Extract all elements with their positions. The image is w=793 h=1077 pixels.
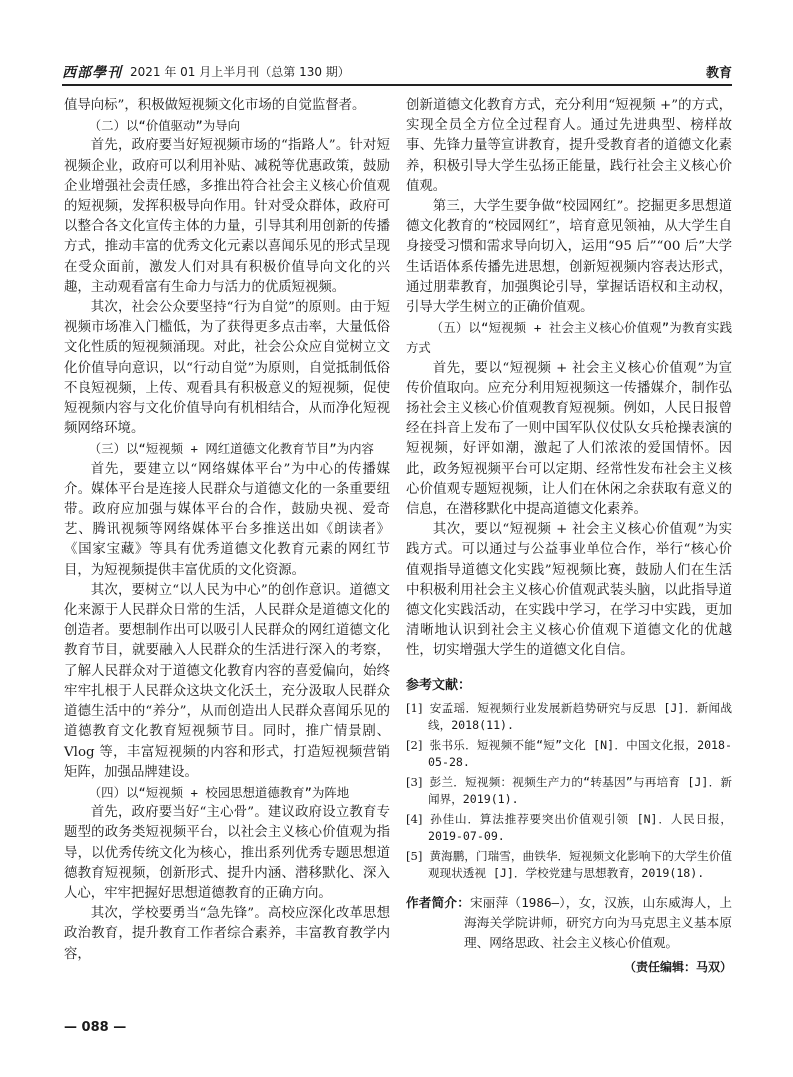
body-paragraph: 首先，要建立以“网络媒体平台”为中心的传播媒介。媒体平台是连接人民群众与道德文化的一条重要纽带。政府应加强与媒体平台的合作，鼓励央视、爱奇艺、腾讯视频等网络媒体平台多推送出如《朗读者》《国家宝藏》等具有优秀道德文化教育元素的网红节目，为短视频提供丰富优质的文化资源。: [64, 461, 390, 578]
section-heading: （三）以“短视频 + 网红道德文化教育节目”为内容: [88, 441, 374, 457]
references-list: [406, 700, 732, 883]
reference-number: [3]: [406, 774, 423, 789]
reference-item: [406, 700, 732, 735]
author-bio: [406, 893, 732, 953]
left-column: [64, 96, 390, 965]
journal-logo: 西部學刊: [62, 65, 122, 81]
body-paragraph: 其次，学校要勇当“急先锋”。高校应深化改革思想政治教育，提升教育工作者综合素养，丰富教育教学内容，: [64, 906, 390, 962]
body-paragraph: 值导向标”，积极做短视频文化市场的自觉监督者。: [64, 98, 366, 113]
reference-item: [406, 737, 732, 772]
header-rule: [62, 84, 732, 86]
body-paragraph: 第三，大学生要争做“校园网红”。挖掘更多思想道德文化教育的“校园网红”，培育意见领袖，从大学生自身接受习惯和需求导向切入，运用“95 后”“00 后”大学生话语体系传播先进思想，创新短视频内容表达形式，通过朋辈教育，加强舆论引导，掌握话语权和主动权，引导大学生树立的正确价值观。: [406, 199, 732, 316]
reference-number: [5]: [406, 848, 423, 863]
right-column-body: [406, 96, 732, 662]
body-paragraph: 创新道德文化教育方式，充分利用“短视频 +”的方式，实现全员全方位全过程育人。通过先进典型、榜样故事、先锋力量等宣讲教育，提升受教育者的道德文化素养，积极引导大学生弘扬正能量，践行社会主义核心价值观。: [406, 98, 732, 194]
references-title: 参考文献：: [406, 677, 472, 693]
reference-item: [406, 811, 732, 846]
reference-text: 黄海鹏，门瑞雪，曲铁华．短视频文化影响下的大学生价值观现状透视 [J]．学校党建与思想教育，2019(18).: [428, 848, 732, 881]
right-column: [406, 96, 732, 977]
author-bio-label: 作者简介：: [406, 894, 470, 910]
reference-number: [2]: [406, 737, 423, 752]
section-heading: （四）以“短视频 + 校园思想道德教育”为阵地: [88, 784, 350, 800]
issue-info: 2021 年 01 月上半月刊（总第 130 期）: [130, 65, 350, 79]
reference-item: [406, 774, 732, 809]
body-paragraph: 其次，要以“短视频 + 社会主义核心价值观”为实践方式。可以通过与公益事业单位合作，举行“核心价值观指导道德文化实践”短视频比赛，鼓励人们在生活中积极利用社会主义核心价值观武装头脑，以此指导道德文化实践活动，在实践中学习，在学习中实践，更加清晰地认识到社会主义核心价值观下道德文化的优越性，切实增强大学生的道德文化自信。: [406, 522, 732, 659]
reference-number: [1]: [406, 700, 423, 715]
reference-item: [406, 848, 732, 883]
reference-text: 张书乐．短视频不能“短”文化 [N]．中国文化报，2018-05-28.: [428, 737, 732, 770]
reference-text: 孙佳山．算法推荐要突出价值观引领 [N]．人民日报，2019-07-09.: [428, 811, 732, 844]
author-bio-text: 宋丽萍（1986—），女，汉族，山东威海人，上海海关学院讲师，研究方向为马克思主义基本原理、网络思政、社会主义核心价值观。: [464, 894, 732, 950]
body-paragraph: 其次，要树立“以人民为中心”的创作意识。道德文化来源于人民群众日常的生活，人民群众是道德文化的创造者。要想制作出可以吸引人民群众的网红道德文化教育节目，就要融入人民群众的生活进行深入的考察，了解人民群众对于道德文化教育内容的喜爱偏向，始终牢牢扎根于人民群众这块文化沃土，充分汲取人民群众道德生活中的“养分”，从而创造出人民群众喜闻乐见的道德教育文化教育短视频节目。同时，推广情景剧、Vlog 等，丰富短视频的内容和形式，打造短视频营销矩阵，加强品牌建设。: [64, 582, 390, 780]
responsible-editor: （责任编辑：马双）: [623, 959, 732, 974]
body-paragraph: 其次，社会公众要坚持“行为自觉”的原则。由于短视频市场准入门槛低，为了获得更多点击率，大量低俗文化性质的短视频涌现。对此，社会公众应自觉树立文化价值导向意识，以“行动自觉”为原则，自觉抵制低俗不良短视频，上传、观看具有积极意义的短视频，促使短视频内容与文化价值导向有机相结合，从而净化短视频网络环境。: [64, 300, 390, 437]
section-name: 教育: [705, 66, 732, 81]
body-paragraph: 首先，政府要当好“主心骨”。建议政府设立教育专题型的政务类短视频平台，以社会主义核心价值观为指导，以优秀传统文化为核心，推出系列优秀专题思想道德教育短视频，创新形式、提升内涵、潜移默化、深入人心，牢牢把握好思想道德教育的正确方向。: [64, 805, 390, 901]
reference-text: 安孟瑶．短视频行业发展新趋势研究与反思 [J]．新闻战线，2018(11).: [428, 700, 733, 733]
reference-number: [4]: [406, 811, 423, 826]
reference-text: 彭兰．短视频：视频生产力的“转基因”与再培育 [J]．新闻界，2019(1).: [428, 774, 732, 807]
page-header: [62, 62, 732, 84]
body-paragraph: 首先，政府要当好短视频市场的“指路人”。针对短视频企业，政府可以利用补贴、减税等优惠政策，鼓励企业增强社会责任感，多推出符合社会主义核心价值观的短视频，发挥积极导向作用。针对受众群体，政府可以整合各文化宣传主体的力量，引导其利用创新的传播方式，推动丰富的优秀文化元素以喜闻乐见的形式呈现在受众面前，激发人们对具有积极价值导向文化的兴趣，主动观看富有生命力与活力的优质短视频。: [64, 138, 390, 295]
section-heading: （二）以“价值驱动”为导向: [88, 118, 241, 134]
page-number: — 088 —: [64, 1020, 127, 1035]
section-heading: （五）以“短视频 + 社会主义核心价值观”为教育实践方式: [406, 320, 732, 356]
body-paragraph: 首先，要以“短视频 + 社会主义核心价值观”为宣传价值取向。应充分利用短视频这一传播媒介，制作弘扬社会主义核心价值观教育短视频。例如，人民日报曾经在抖音上发布了一则中国军队仪仗队女兵枪操表演的短视频，好评如潮，激起了人们浓浓的爱国情怀。因此，政务短视频平台可以定期、经常性发布社会主义核心价值观专题短视频，让人们在休闲之余获取有意义的信息，在潜移默化中提高道德文化素养。: [406, 360, 732, 518]
